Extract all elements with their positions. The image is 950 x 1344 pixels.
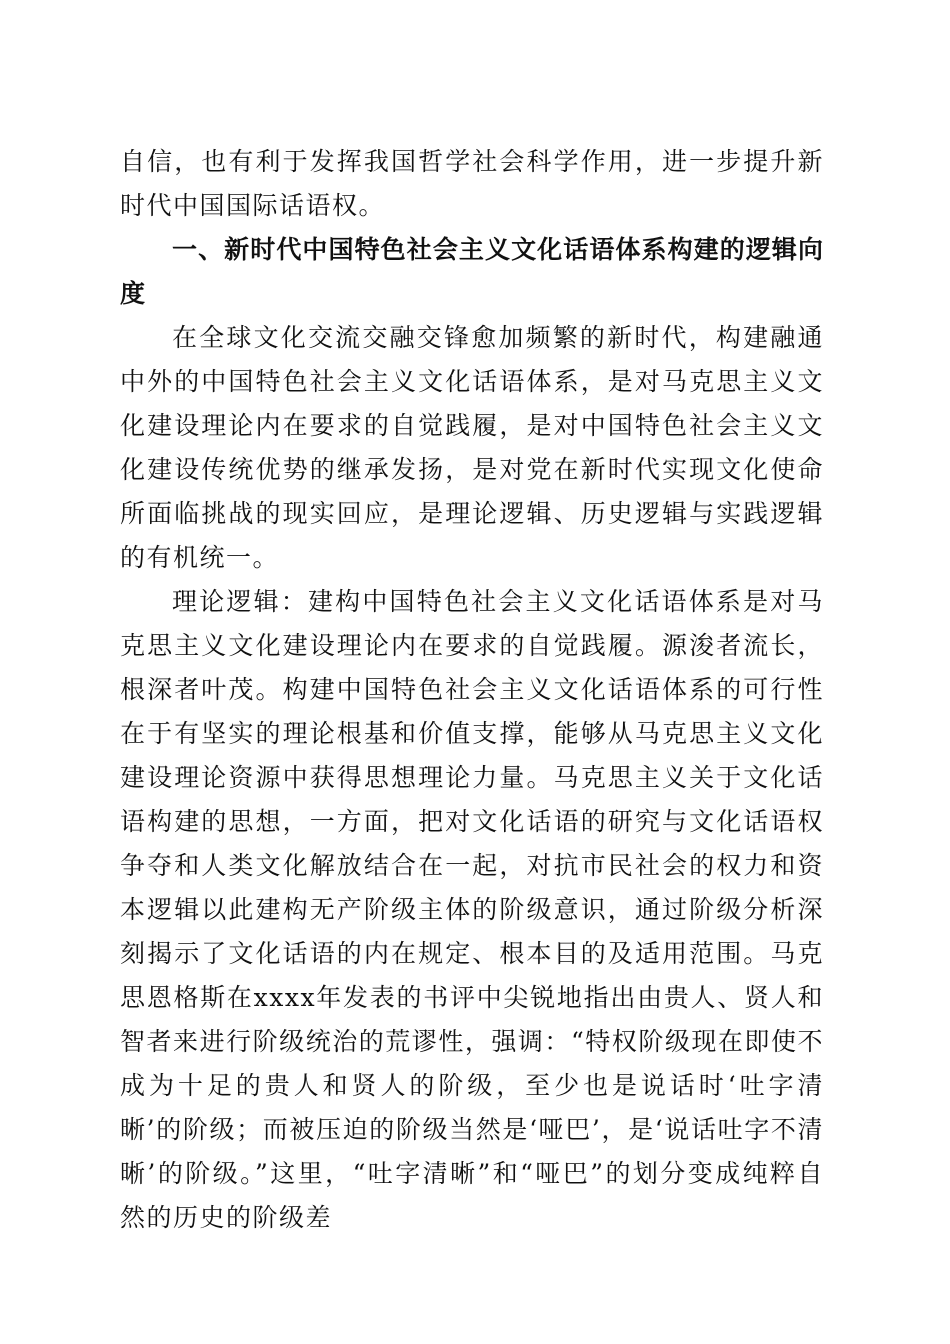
- document-body: [120, 140, 824, 1240]
- paragraph-continuation: 自信，也有利于发挥我国哲学社会科学作用，进一步提升新时代中国国际话语权。: [120, 147, 824, 220]
- paragraph-intro: 在全球文化交流交融交锋愈加频繁的新时代，构建融通中外的中国特色社会主义文化话语体系，是对马克思主义文化建设理论内在要求的自觉践履，是对中国特色社会主义文化建设传统优势的继承发扬，是对党在新时代实现文化使命所面临挑战的现实回应，是理论逻辑、历史逻辑与实践逻辑的有机统一。: [120, 323, 824, 572]
- section-heading: 一、新时代中国特色社会主义文化话语体系构建的逻辑向度: [120, 235, 824, 308]
- paragraph-theoretical-logic: 理论逻辑：建构中国特色社会主义文化话语体系是对马克思主义文化建设理论内在要求的自觉践履。源浚者流长，根深者叶茂。构建中国特色社会主义文化话语体系的可行性在于有坚实的理论根基和价值支撑，能够从马克思主义文化建设理论资源中获得思想理论力量。马克思主义关于文化话语构建的思想，一方面，把对文化话语的研究与文化话语权争夺和人类文化解放结合在一起，对抗市民社会的权力和资本逻辑以此建构无产阶级主体的阶级意识，通过阶级分析深刻揭示了文化话语的内在规定、根本目的及适用范围。马克思恩格斯在xxxx年发表的书评中尖锐地指出由贵人、贤人和智者来进行阶级统治的荒谬性，强调：“特权阶级现在即使不成为十足的贵人和贤人的阶级，至少也是说话时‘吐字清晰’的阶级；而被压迫的阶级当然是‘哑巴’，是‘说话吐字不清晰’的阶级。”这里，“吐字清晰”和“哑巴”的划分变成纯粹自然的历史的阶级差: [120, 587, 824, 1232]
